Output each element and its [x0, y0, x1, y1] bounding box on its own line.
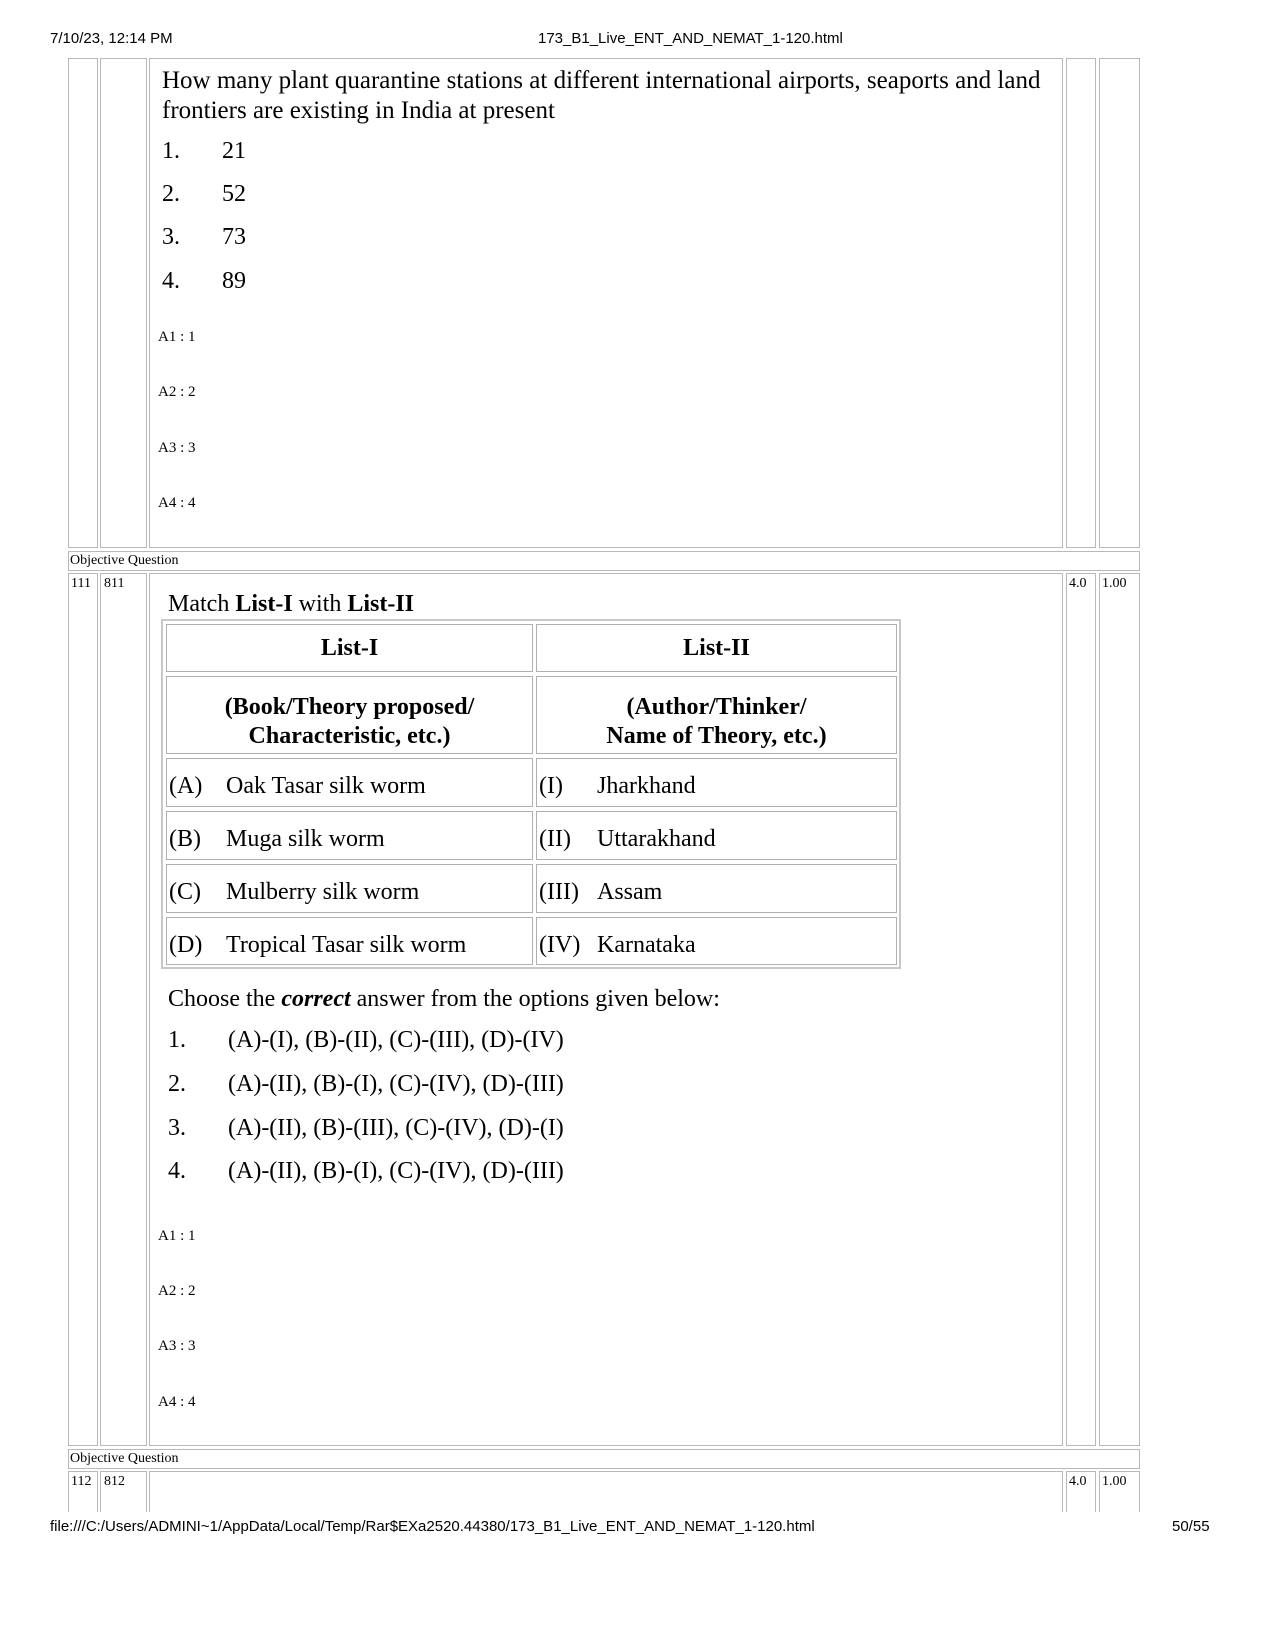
row-letter: (B) [169, 826, 201, 852]
question-type-row-2 [68, 1449, 1140, 1469]
option-number: 3. [168, 1115, 186, 1141]
choose-emphasis: correct [281, 986, 351, 1012]
marks-value: 4.0 [1069, 1474, 1087, 1489]
question-cell-prev [149, 58, 1063, 548]
choose-post: answer from the options given below: [350, 986, 720, 1012]
row-roman: (I) [539, 773, 563, 799]
serial-number: 112 [71, 1474, 92, 1489]
marks-cell-prev [1066, 58, 1096, 548]
option-number: 1. [162, 138, 180, 164]
option-text: 89 [222, 268, 246, 294]
question-type-row-1 [68, 551, 1140, 571]
question-type-label: Objective Question [70, 1451, 179, 1466]
option-text: (A)-(I), (B)-(II), (C)-(III), (D)-(IV) [228, 1027, 564, 1053]
negative-marks-value: 1.00 [1102, 1474, 1127, 1489]
option-number: 4. [168, 1158, 186, 1184]
answer-key-prev-1: A1 : 1 [158, 329, 196, 345]
option-number: 2. [168, 1071, 186, 1097]
table-row-d-left [166, 917, 533, 965]
row-roman: (IV) [539, 932, 581, 958]
table-subhead-list2 [536, 676, 897, 754]
option-text: (A)-(II), (B)-(I), (C)-(IV), (D)-(III) [228, 1158, 564, 1184]
question-id: 811 [104, 576, 125, 591]
table-row-b-right [536, 811, 897, 860]
answer-key-prev-2: A2 : 2 [158, 384, 196, 400]
answer-key-prev-3: A3 : 3 [158, 440, 196, 456]
option-text: (A)-(II), (B)-(I), (C)-(IV), (D)-(III) [228, 1071, 564, 1097]
match-intro-list1: List-I [235, 591, 293, 617]
answer-key-111-1: A1 : 1 [158, 1228, 196, 1244]
option-number: 2. [162, 181, 180, 207]
print-title: 173_B1_Live_ENT_AND_NEMAT_1-120.html [538, 30, 843, 47]
option-number: 3. [162, 224, 180, 250]
table-head-list2: List-II [536, 624, 897, 672]
choose-instruction [168, 984, 720, 1015]
subhead-line: (Book/Theory proposed/ [224, 694, 475, 720]
row-item: Mulberry silk worm [226, 879, 420, 905]
sno-cell-111 [68, 573, 98, 1446]
answer-key-111-2: A2 : 2 [158, 1283, 196, 1299]
option-text: 73 [222, 224, 246, 250]
option-text: 52 [222, 181, 246, 207]
subhead-line: (Author/Thinker/ [626, 694, 807, 720]
option-text: 21 [222, 138, 246, 164]
print-file-path: file:///C:/Users/ADMINI~1/AppData/Local/Temp/Rar$EXa2520.44380/173_B1_Live_ENT_AND_NEMAT_1-120.html [50, 1518, 815, 1535]
sno-cell-prev [68, 58, 98, 548]
row-roman: (III) [539, 879, 579, 905]
table-head-list1: List-I [166, 624, 533, 672]
neg-cell-111 [1099, 573, 1140, 1446]
row-item: Tropical Tasar silk worm [226, 932, 467, 958]
match-intro-pre: Match [168, 591, 236, 617]
row-roman: (II) [539, 826, 571, 852]
question-id: 812 [104, 1474, 125, 1489]
row-item: Muga silk worm [226, 826, 385, 852]
table-row-d-right [536, 917, 897, 965]
qid-cell-prev [100, 58, 147, 548]
marks-cell-111 [1066, 573, 1096, 1446]
table-row-b-left [166, 811, 533, 860]
row-item: Oak Tasar silk worm [226, 773, 426, 799]
table-row-c-left [166, 864, 533, 913]
row-letter: (D) [169, 932, 203, 958]
table-row-c-right [536, 864, 897, 913]
row-item: Karnataka [597, 932, 696, 958]
page-number: 50/55 [1172, 1518, 1210, 1535]
row-letter: (A) [169, 773, 203, 799]
option-text: (A)-(II), (B)-(III), (C)-(IV), (D)-(I) [228, 1115, 564, 1141]
row-item: Uttarakhand [597, 826, 716, 852]
qid-cell-111 [100, 573, 147, 1446]
print-datetime: 7/10/23, 12:14 PM [50, 30, 173, 47]
row-letter: (C) [169, 879, 201, 905]
serial-number: 111 [71, 576, 91, 591]
neg-cell-prev [1099, 58, 1140, 548]
option-number: 4. [162, 268, 180, 294]
subhead-line: Characteristic, etc.) [248, 723, 451, 749]
answer-key-111-4: A4 : 4 [158, 1394, 196, 1410]
row-item: Jharkhand [597, 773, 696, 799]
answer-key-prev-4: A4 : 4 [158, 495, 196, 511]
subhead-line: Name of Theory, etc.) [606, 723, 827, 749]
table-row-a-left [166, 758, 533, 807]
question-text-prev-line2: frontiers are existing in India at present [162, 97, 555, 124]
table-row-a-right [536, 758, 897, 807]
match-intro-mid: with [292, 591, 348, 617]
question-type-label: Objective Question [70, 553, 179, 568]
answer-key-111-3: A3 : 3 [158, 1338, 196, 1354]
table-subhead-list1 [166, 676, 533, 754]
marks-value: 4.0 [1069, 576, 1087, 591]
negative-marks-value: 1.00 [1102, 576, 1127, 591]
match-intro [168, 589, 414, 620]
choose-pre: Choose the [168, 986, 282, 1012]
option-number: 1. [168, 1027, 186, 1053]
row-item: Assam [597, 879, 663, 905]
question-text-prev-line1: How many plant quarantine stations at different international airports, seaports and land [162, 67, 1041, 94]
match-intro-list2: List-II [347, 591, 415, 617]
